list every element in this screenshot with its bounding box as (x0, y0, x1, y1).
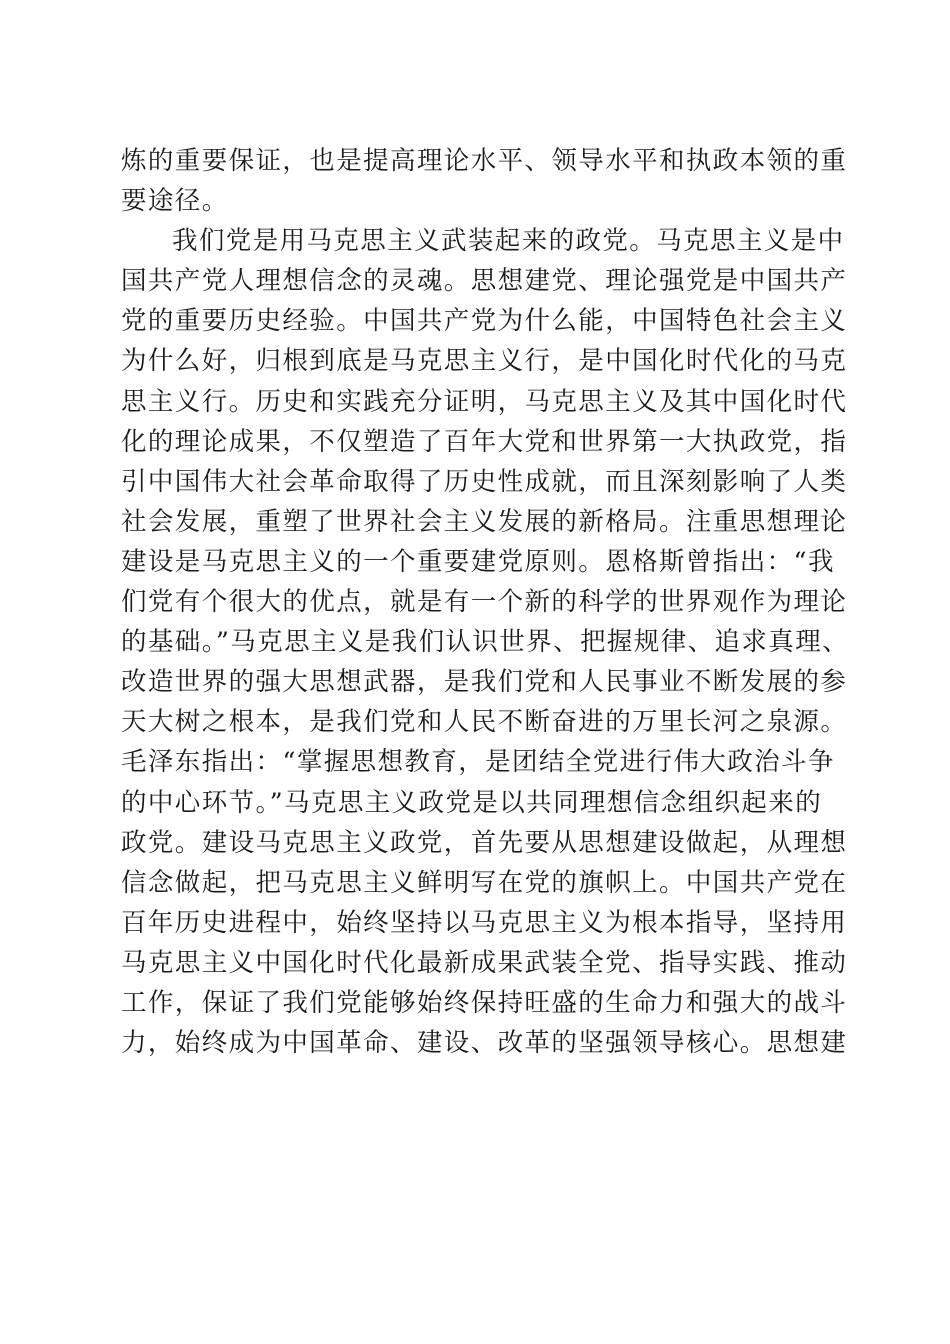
text-line: 化的理论成果，不仅塑造了百年大党和世界第一大执政党，指 (121, 426, 848, 457)
text-line: 政党。建设马克思主义政党，首先要从思想建设做起，从理想 (121, 827, 848, 858)
text-line: 的基础。”马克思主义是我们认识世界、把握规律、追求真理、 (121, 627, 849, 658)
text-line: 百年历史进程中，始终坚持以马克思主义为根本指导，坚持用 (121, 907, 848, 938)
text-line: 建设是马克思主义的一个重要建党原则。恩格斯曾指出：“我 (121, 546, 835, 577)
text-line: 党的重要历史经验。中国共产党为什么能，中国特色社会主义 (121, 306, 848, 337)
text-line: 毛泽东指出：“掌握思想教育，是团结全党进行伟大政治斗争 (121, 747, 835, 778)
text-line: 国共产党人理想信念的灵魂。思想建党、理论强党是中国共产 (121, 266, 848, 297)
text-line: 们党有个很大的优点，就是有一个新的科学的世界观作为理论 (121, 587, 848, 618)
text-line: 天大树之根本，是我们党和人民不断奋进的万里长河之泉源。 (121, 707, 848, 738)
text-line: 要途径。 (121, 186, 229, 217)
text-line: 社会发展，重塑了世界社会主义发展的新格局。注重思想理论 (121, 506, 848, 537)
paragraph-first-line: 我们党是用马克思主义武装起来的政党。马克思主义是中 (172, 226, 845, 257)
text-line: 引中国伟大社会革命取得了历史性成就，而且深刻影响了人类 (121, 466, 848, 497)
text-line: 马克思主义中国化时代化最新成果武装全党、指导实践、推动 (121, 947, 848, 978)
text-line: 改造世界的强大思想武器，是我们党和人民事业不断发展的参 (121, 667, 848, 698)
text-line: 为什么好，归根到底是马克思主义行，是中国化时代化的马克 (121, 346, 848, 377)
text-line: 思主义行。历史和实践充分证明，马克思主义及其中国化时代 (121, 386, 848, 417)
text-line: 工作，保证了我们党能够始终保持旺盛的生命力和强大的战斗 (121, 987, 848, 1018)
text-line: 信念做起，把马克思主义鲜明写在党的旗帜上。中国共产党在 (121, 867, 848, 898)
text-line: 力，始终成为中国革命、建设、改革的坚强领导核心。思想建 (121, 1028, 848, 1059)
text-line: 的中心环节。”马克思主义政党是以共同理想信念组织起来的 (121, 787, 823, 818)
body-text (121, 141, 849, 1063)
text-line: 炼的重要保证，也是提高理论水平、领导水平和执政本领的重 (121, 146, 848, 176)
